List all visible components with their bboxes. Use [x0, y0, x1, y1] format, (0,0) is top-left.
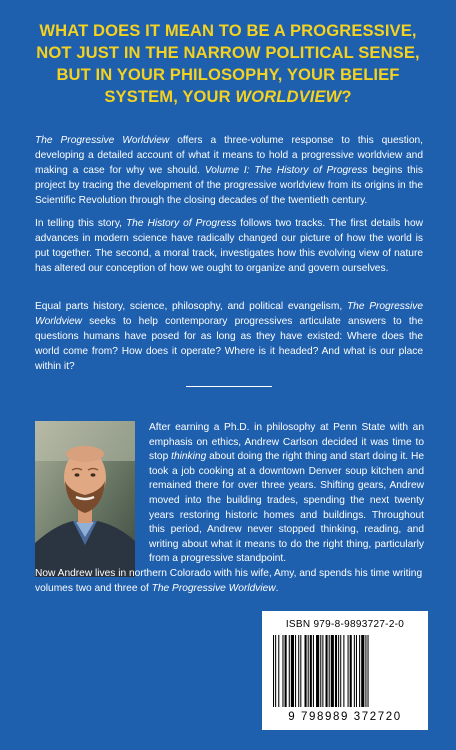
paragraph-2-text-a: In telling this story,: [35, 218, 126, 229]
author-bio-closing: [35, 567, 423, 596]
barcode-bar: [308, 635, 309, 707]
barcode-bar: [361, 635, 364, 707]
barcode-bar: [298, 635, 299, 707]
headline-line-4-start: SYSTEM, YOUR: [104, 87, 236, 106]
headline-line-4: [18, 86, 438, 108]
bio-series-title: The Progressive Worldview: [151, 582, 276, 594]
barcode-bar: [326, 635, 328, 707]
barcode-bar: [291, 635, 294, 707]
isbn-label: ISBN 979-8-9893727-2-0: [285, 619, 405, 630]
barcode-bar: [331, 635, 334, 707]
barcode-bar: [354, 635, 355, 707]
barcode-bar: [350, 635, 352, 707]
barcode-bar: [289, 635, 290, 707]
bio-tail-text-b: .: [275, 582, 279, 594]
series-title-2: The Progressive Worldview: [35, 301, 423, 327]
bio-text-a: After earning a Ph.D. in philosophy at Penn State with an emphasis on ethics, Andrew Carlson decided it was time to stop: [149, 422, 424, 463]
bio-tail-text-a: Now Andrew lives in northern Colorado with his wife, Amy, and spends his time writing volumes two and three of: [35, 568, 423, 594]
paragraph-3-text-b: seeks to help contemporary progressives articulate answers to the questions humans have posed for as long as they have existed: Where does the world come from? How does it operate? Where is it headed? And what is our place within it?: [35, 316, 423, 372]
barcode-bar: [282, 635, 283, 707]
barcode-bar: [316, 635, 319, 707]
barcode-bar: [295, 635, 296, 707]
headline-line-2: NOT JUST IN THE NARROW POLITICAL SENSE,: [36, 43, 420, 62]
barcode-bar: [278, 635, 279, 707]
author-photo: [35, 421, 135, 577]
barcode-bar: [365, 635, 366, 707]
author-bio: [149, 421, 424, 567]
description-paragraph-2: [35, 216, 423, 276]
section-divider: [186, 386, 272, 387]
barcode-bar: [305, 635, 307, 707]
barcode-bar: [300, 635, 301, 707]
paragraph-3-text-a: Equal parts history, science, philosophy, and political evangelism,: [35, 301, 347, 312]
headline-line-1: WHAT DOES IT MEAN TO BE A PROGRESSIVE,: [39, 21, 417, 40]
headline-line-4-end: ?: [341, 87, 352, 106]
barcode-bar: [285, 635, 287, 707]
barcode-bars: [273, 635, 421, 707]
headline-worldview-emphasis: WORLDVIEW: [235, 87, 342, 106]
barcode-bar: [275, 635, 276, 707]
barcode-bar: [329, 635, 330, 707]
barcode-bar: [343, 635, 344, 707]
barcode-bar: [356, 635, 357, 707]
barcode-bar: [322, 635, 323, 707]
paragraph-2-text-b: follows two tracks. The first details how advances in modern science have radically changed our picture of how the world is put together. The second, a moral track, investigates how this evolving view of nature has altered our conception of how we ought to organize and govern ourselves.: [35, 218, 423, 274]
headline-line-3: BUT IN YOUR PHILOSOPHY, YOUR BELIEF: [56, 65, 400, 84]
barcode-bar: [313, 635, 314, 707]
barcode-bar: [348, 635, 349, 707]
bio-thinking-emphasis: thinking: [171, 451, 207, 463]
back-cover-headline: [18, 20, 438, 108]
paragraph-1-text-b: begins this project by tracing the development of the progressive worldview from its origins in the Scientific Revolution through the closing decades of the twentieth century.: [35, 165, 423, 206]
series-title: The Progressive Worldview: [35, 135, 170, 146]
barcode-bar: [273, 635, 274, 707]
barcode-bar: [359, 635, 360, 707]
barcode-bar: [335, 635, 337, 707]
paragraph-1-text-a: offers a three-volume response to this question, developing a detailed account of what it means to hold a progressive worldview and making a case for why we should.: [35, 135, 423, 176]
volume-title: Volume I: The History of Progress: [204, 165, 368, 176]
barcode-bar: [338, 635, 339, 707]
isbn-digits: 9 798989 372720: [288, 711, 402, 723]
bio-text-b: about doing the right thing and start doing it. He took a job cooking at a downtown Denver soup kitchen and remained there for over three years. Shifting gears, Andrew moved into the building trades, spending the next twenty years restoring historic homes and buildings. Throughout this period, Andrew never stopped thinking, reading, and writing about what it means to do the right thing, particularly from a progressive standpoint.: [149, 451, 424, 565]
barcode-bar: [310, 635, 312, 707]
description-paragraph-3: [35, 299, 423, 374]
isbn-barcode: [262, 611, 428, 730]
barcode-bar: [340, 635, 341, 707]
book-title: The History of Progress: [125, 218, 237, 229]
description-paragraph-1: [35, 133, 423, 208]
barcode-bar: [320, 635, 321, 707]
barcode-bar: [368, 635, 369, 707]
